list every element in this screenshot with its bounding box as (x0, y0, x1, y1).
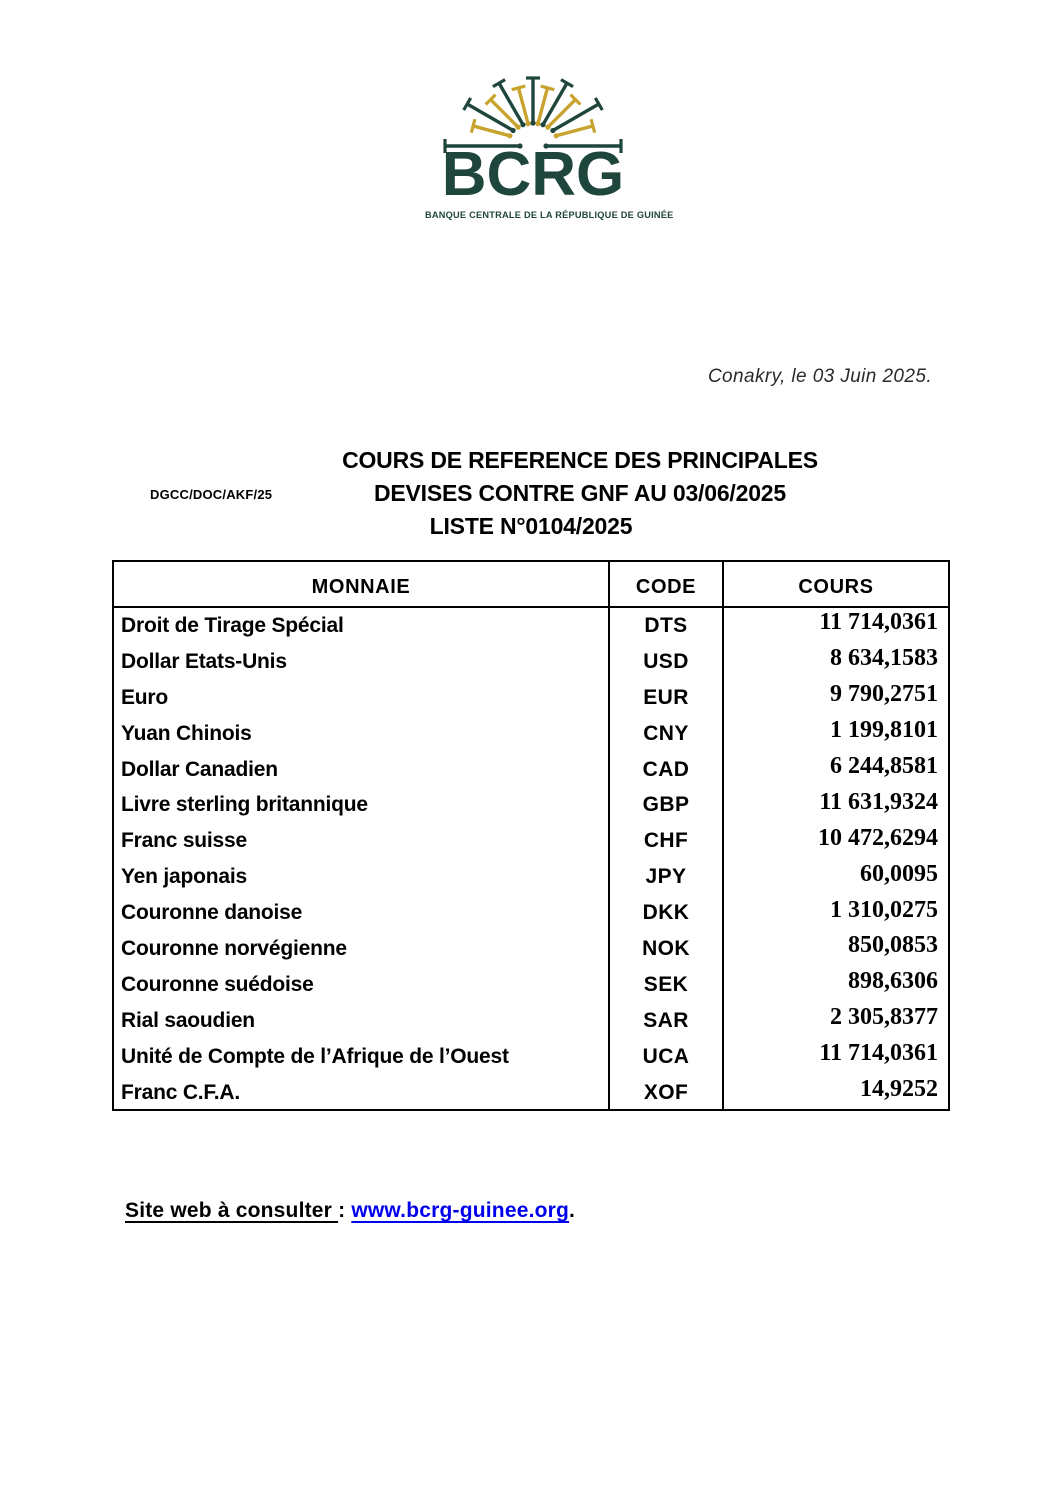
website-line (125, 1199, 575, 1223)
rate-value-cell: 850,0853 (722, 931, 948, 967)
table-body (114, 608, 948, 1110)
website-link[interactable]: www.bcrg-guinee.org (351, 1199, 570, 1222)
table-row (114, 1075, 948, 1111)
currency-name-cell: Couronne norvégienne (121, 936, 347, 960)
currency-code-cell: SEK (608, 967, 722, 1003)
rates-table (112, 560, 950, 1111)
column-header-cours: COURS (722, 562, 948, 606)
table-row (114, 859, 948, 895)
currency-code-cell: DKK (608, 895, 722, 931)
currency-code-cell: DTS (608, 608, 722, 644)
currency-name-cell: Franc C.F.A. (121, 1080, 240, 1104)
currency-name-cell: Rial saoudien (121, 1008, 255, 1032)
currency-code-cell: CNY (608, 716, 722, 752)
title-line-2: DEVISES CONTRE GNF AU 03/06/2025 (373, 480, 786, 506)
website-separator: : (338, 1199, 346, 1222)
table-row (114, 608, 948, 644)
currency-name-cell: Yen japonais (121, 865, 247, 889)
currency-name-cell: Yuan Chinois (121, 721, 252, 745)
currency-code-cell: NOK (608, 931, 722, 967)
date-line: Conakry, le 03 Juin 2025. (707, 366, 932, 387)
rate-value-cell: 11 631,9324 (722, 787, 948, 823)
rate-value-cell: 1 199,8101 (722, 716, 948, 752)
currency-name-cell: Couronne danoise (121, 901, 303, 925)
currency-code-cell: USD (608, 644, 722, 680)
rate-value-cell: 9 790,2751 (722, 680, 948, 716)
website-label: Site web à consulter (125, 1199, 339, 1222)
currency-code-cell: CAD (608, 752, 722, 788)
currency-code-cell: EUR (608, 680, 722, 716)
website-period: . (569, 1199, 576, 1222)
table-row (114, 752, 948, 788)
currency-name-cell: Unité de Compte de l’Afrique de l’Ouest (121, 1044, 509, 1068)
table-row (114, 931, 948, 967)
currency-code-cell: SAR (608, 1003, 722, 1039)
rate-value-cell: 10 472,6294 (722, 823, 948, 859)
title-line-3: LISTE N°0104/2025 (429, 513, 633, 539)
table-row (114, 644, 948, 680)
currency-code-cell: UCA (608, 1039, 722, 1075)
column-header-monnaie: MONNAIE (311, 575, 411, 598)
logo-acronym: BCRG (441, 140, 625, 209)
currency-code-cell: JPY (608, 859, 722, 895)
currency-code-cell: CHF (608, 823, 722, 859)
rate-value-cell: 2 305,8377 (722, 1003, 948, 1039)
reference-code: DGCC/DOC/AKF/25 (150, 487, 273, 502)
table-row (114, 895, 948, 931)
currency-name-cell: Couronne suédoise (121, 972, 314, 996)
rate-value-cell: 898,6306 (722, 967, 948, 1003)
currency-code-cell: GBP (608, 787, 722, 823)
title-line-1: COURS DE REFERENCE DES PRINCIPALES (342, 447, 818, 473)
currency-name-cell: Euro (121, 685, 169, 709)
rate-value-cell: 60,0095 (722, 859, 948, 895)
logo-tagline: BANQUE CENTRALE DE LA RÉPUBLIQUE DE GUINÉE (425, 210, 674, 220)
table-row (114, 1039, 948, 1075)
document-title (340, 444, 820, 543)
currency-code-cell: XOF (608, 1075, 722, 1111)
table-row (114, 716, 948, 752)
rate-value-cell: 11 714,0361 (722, 1039, 948, 1075)
currency-name-cell: Livre sterling britannique (121, 793, 368, 817)
rate-value-cell: 6 244,8581 (722, 752, 948, 788)
table-row (114, 823, 948, 859)
rate-value-cell: 14,9252 (722, 1075, 948, 1111)
currency-name-cell: Franc suisse (121, 829, 247, 853)
column-header-code: CODE (608, 562, 722, 606)
table-row (114, 680, 948, 716)
rate-value-cell: 1 310,0275 (722, 895, 948, 931)
table-header-row (114, 562, 948, 608)
table-row (114, 967, 948, 1003)
currency-name-cell: Dollar Canadien (121, 757, 278, 781)
currency-name-cell: Dollar Etats-Unis (121, 649, 287, 673)
table-row (114, 787, 948, 823)
rate-value-cell: 8 634,1583 (722, 644, 948, 680)
currency-name-cell: Droit de Tirage Spécial (121, 613, 344, 637)
rate-value-cell: 11 714,0361 (722, 608, 948, 644)
table-row (114, 1003, 948, 1039)
